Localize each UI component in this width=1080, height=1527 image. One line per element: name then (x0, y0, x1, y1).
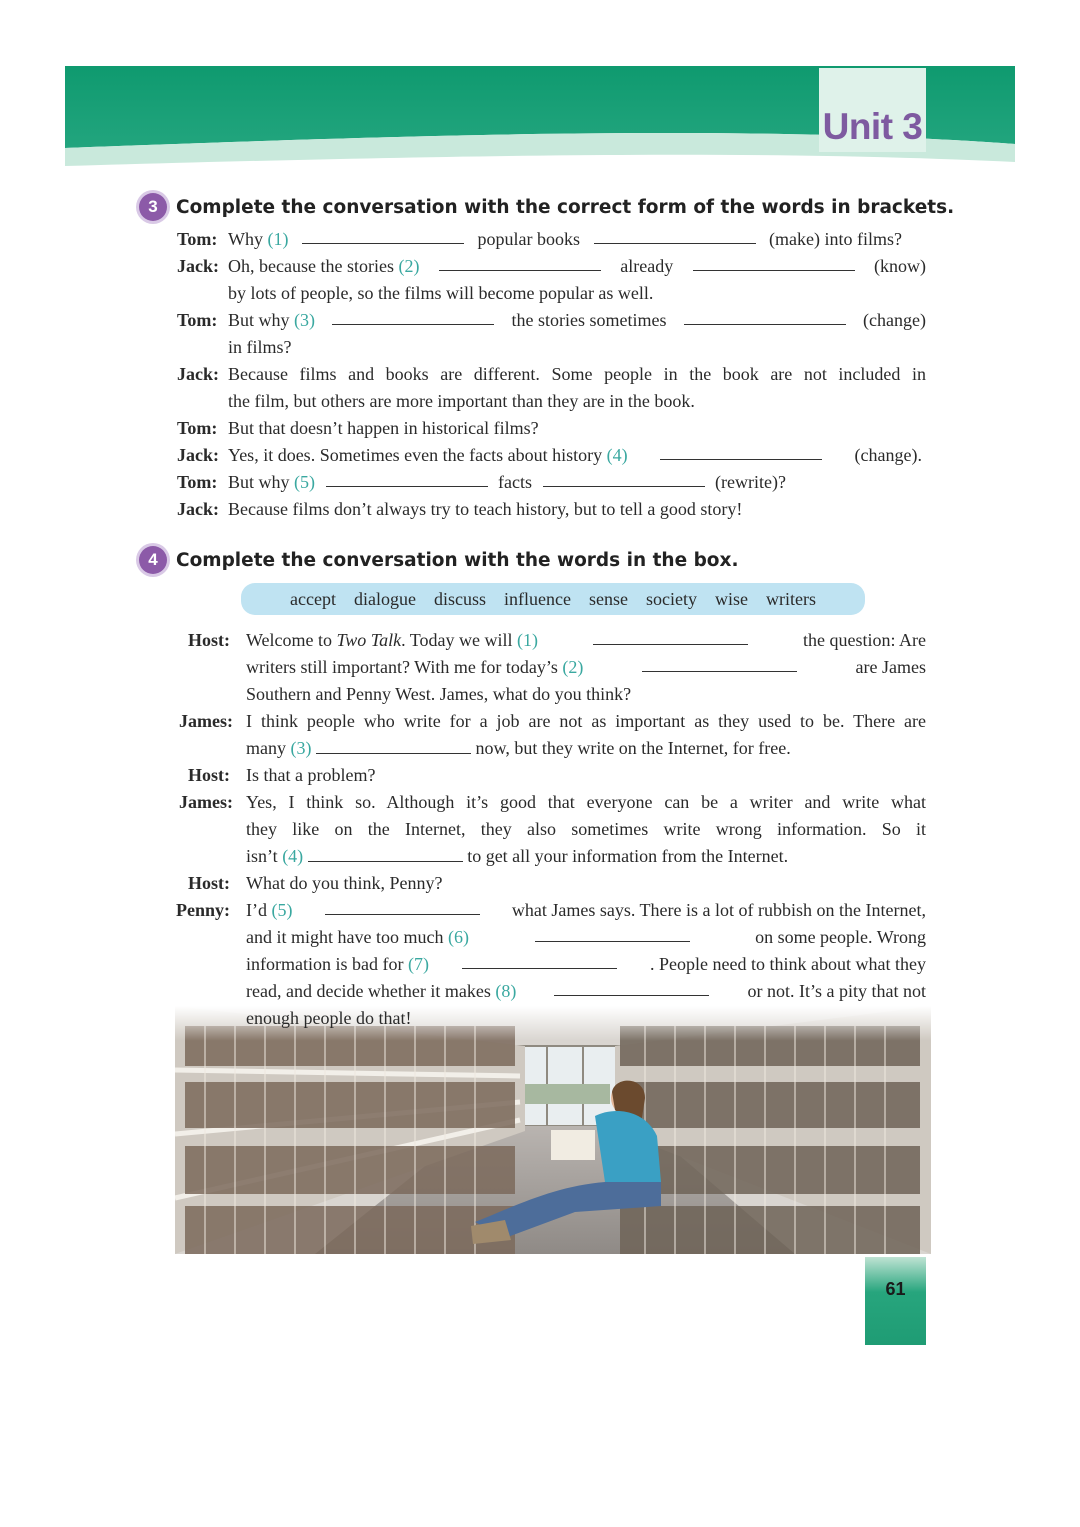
word-box (241, 583, 865, 615)
line-text: what James says. There is a lot of rubbish on the Internet, (511, 900, 926, 920)
blank-number: (2) (398, 256, 420, 276)
blank-number: (8) (495, 981, 517, 1001)
answer-blank[interactable] (302, 226, 464, 244)
blank-number: (1) (267, 229, 289, 249)
blank-number: (6) (447, 927, 469, 947)
dialogue-line (228, 253, 926, 280)
blank-number: (7) (407, 954, 429, 974)
dialogue-line (228, 469, 786, 496)
line-text: (change). (854, 445, 922, 465)
blank-number: (1) (516, 630, 538, 650)
line-text: Why (228, 229, 263, 249)
speaker-label: Jack: (177, 499, 219, 519)
section-4-instruction: Complete the conversation with the words in the box. (176, 549, 739, 571)
dialogue-line: Southern and Penny West. James, what do you think? (246, 684, 632, 704)
dialogue-line (246, 735, 791, 762)
page-number: 61 (885, 1279, 906, 1299)
dialogue-line (228, 226, 902, 253)
answer-blank[interactable] (462, 951, 617, 969)
answer-blank[interactable] (316, 736, 471, 754)
dialogue-line: Is that a problem? (246, 765, 376, 785)
dialogue-line: Yes, I think so. Although it’s good that everyone can be a writer and write what (246, 792, 926, 812)
dialogue-line: Because films don’t always try to teach history, but to tell a good story! (228, 499, 743, 519)
dialogue-line: I think people who write for a job are not as important as they used to be. There are (246, 711, 926, 731)
answer-blank[interactable] (535, 924, 690, 942)
line-text: now, but they write on the Internet, for free. (475, 738, 791, 758)
line-text: But why (228, 310, 290, 330)
line-text: Oh, because the stories (228, 256, 394, 276)
line-text: But why (228, 472, 290, 492)
line-text: the question: Are (803, 630, 926, 650)
line-text: or not. It’s a pity that not (747, 981, 926, 1001)
blank-number: (5) (294, 472, 316, 492)
speaker-label: Host: (188, 765, 230, 785)
section-3-number: 3 (139, 193, 167, 221)
word-option: accept (290, 588, 336, 609)
line-text: writers still important? With me for today’s (246, 657, 558, 677)
speaker-label: Tom: (177, 229, 218, 249)
page-number-tab (865, 1257, 926, 1345)
line-text: popular books (477, 229, 580, 249)
dialogue-line (246, 627, 926, 654)
dialogue-line: enough people do that! (246, 1008, 412, 1028)
section-3-instruction: Complete the conversation with the correct form of the words in brackets. (176, 196, 955, 218)
dialogue-line: But that doesn’t happen in historical films? (228, 418, 539, 438)
answer-blank[interactable] (594, 226, 756, 244)
dialogue-line: by lots of people, so the films will become popular as well. (228, 283, 654, 303)
blank-number: (3) (290, 738, 312, 758)
speaker-label: Tom: (177, 472, 218, 492)
line-text: information is bad for (246, 954, 404, 974)
line-text: Yes, it does. Sometimes even the facts about history (228, 445, 603, 465)
blank-number: (3) (294, 310, 316, 330)
line-text: (rewrite)? (715, 472, 786, 492)
answer-blank[interactable] (554, 978, 709, 996)
answer-blank[interactable] (439, 253, 601, 271)
line-text: (change) (863, 310, 926, 330)
speaker-label: Penny: (176, 900, 230, 920)
line-text: . Today we will (401, 630, 513, 650)
line-text: facts (498, 472, 532, 492)
answer-blank[interactable] (684, 307, 846, 325)
unit-title: Unit 3 (822, 106, 923, 147)
dialogue-line: the film, but others are more important than they are in the book. (228, 391, 695, 411)
line-text: . People need to think about what they (650, 954, 926, 974)
dialogue-line (246, 654, 926, 681)
word-option: discuss (433, 588, 486, 609)
word-option: writers (765, 588, 816, 609)
blank-number: (4) (606, 445, 628, 465)
line-text: isn’t (246, 846, 278, 866)
answer-blank[interactable] (543, 469, 705, 487)
answer-blank[interactable] (593, 627, 748, 645)
word-option: influence (504, 588, 571, 609)
dialogue-line (228, 442, 922, 469)
speaker-label: Tom: (177, 418, 218, 438)
answer-blank[interactable] (308, 844, 463, 862)
library-photo (175, 1006, 931, 1254)
word-option: dialogue (354, 588, 416, 609)
line-text: (know) (873, 256, 926, 276)
section-3-heading (139, 193, 954, 221)
line-text: read, and decide whether it makes (246, 981, 491, 1001)
speaker-label: Tom: (177, 310, 218, 330)
line-text: to get all your information from the Internet. (467, 846, 789, 866)
library-illustration (175, 1006, 931, 1254)
section-4-heading (139, 546, 738, 574)
section-4-number: 4 (139, 546, 167, 574)
line-text: Welcome to (246, 630, 333, 650)
dialogue-line: What do you think, Penny? (246, 873, 443, 893)
dialogue-line (246, 951, 926, 978)
line-text: and it might have too much (246, 927, 444, 947)
dialogue-line: in films? (228, 337, 292, 357)
line-text: (make) into films? (769, 229, 902, 249)
speaker-label: Jack: (177, 256, 219, 276)
speaker-label: James: (179, 792, 233, 812)
answer-blank[interactable] (660, 442, 822, 460)
speaker-label: Jack: (177, 364, 219, 384)
dialogue-line (246, 978, 926, 1005)
speaker-label: Host: (188, 630, 230, 650)
line-text: already (620, 256, 674, 276)
blank-number: (5) (271, 900, 293, 920)
answer-blank[interactable] (693, 253, 855, 271)
speaker-label: James: (179, 711, 233, 731)
speaker-label: Jack: (177, 445, 219, 465)
answer-blank[interactable] (642, 654, 797, 672)
line-text: are James (855, 657, 926, 677)
dialogue-line (246, 843, 788, 870)
blank-number: (4) (282, 846, 304, 866)
dialogue-line (228, 307, 926, 334)
answer-blank[interactable] (326, 469, 488, 487)
word-option: sense (588, 588, 628, 609)
word-option: society (645, 588, 697, 609)
dialogue-line: Because films and books are different. Some people in the book are not included in (228, 364, 926, 384)
line-text: on some people. Wrong (755, 927, 926, 947)
dialogue-line: they like on the Internet, they also sometimes write wrong information. So it (246, 819, 926, 839)
line-text: the stories sometimes (511, 310, 667, 330)
line-text: many (246, 738, 286, 758)
answer-blank[interactable] (325, 897, 480, 915)
line-text: I’d (246, 900, 267, 920)
word-option: wise (714, 588, 748, 609)
speaker-label: Host: (188, 873, 230, 893)
dialogue-line (246, 924, 926, 951)
show-title: Two Talk (336, 630, 402, 650)
blank-number: (2) (562, 657, 584, 677)
answer-blank[interactable] (332, 307, 494, 325)
dialogue-line (246, 897, 926, 924)
